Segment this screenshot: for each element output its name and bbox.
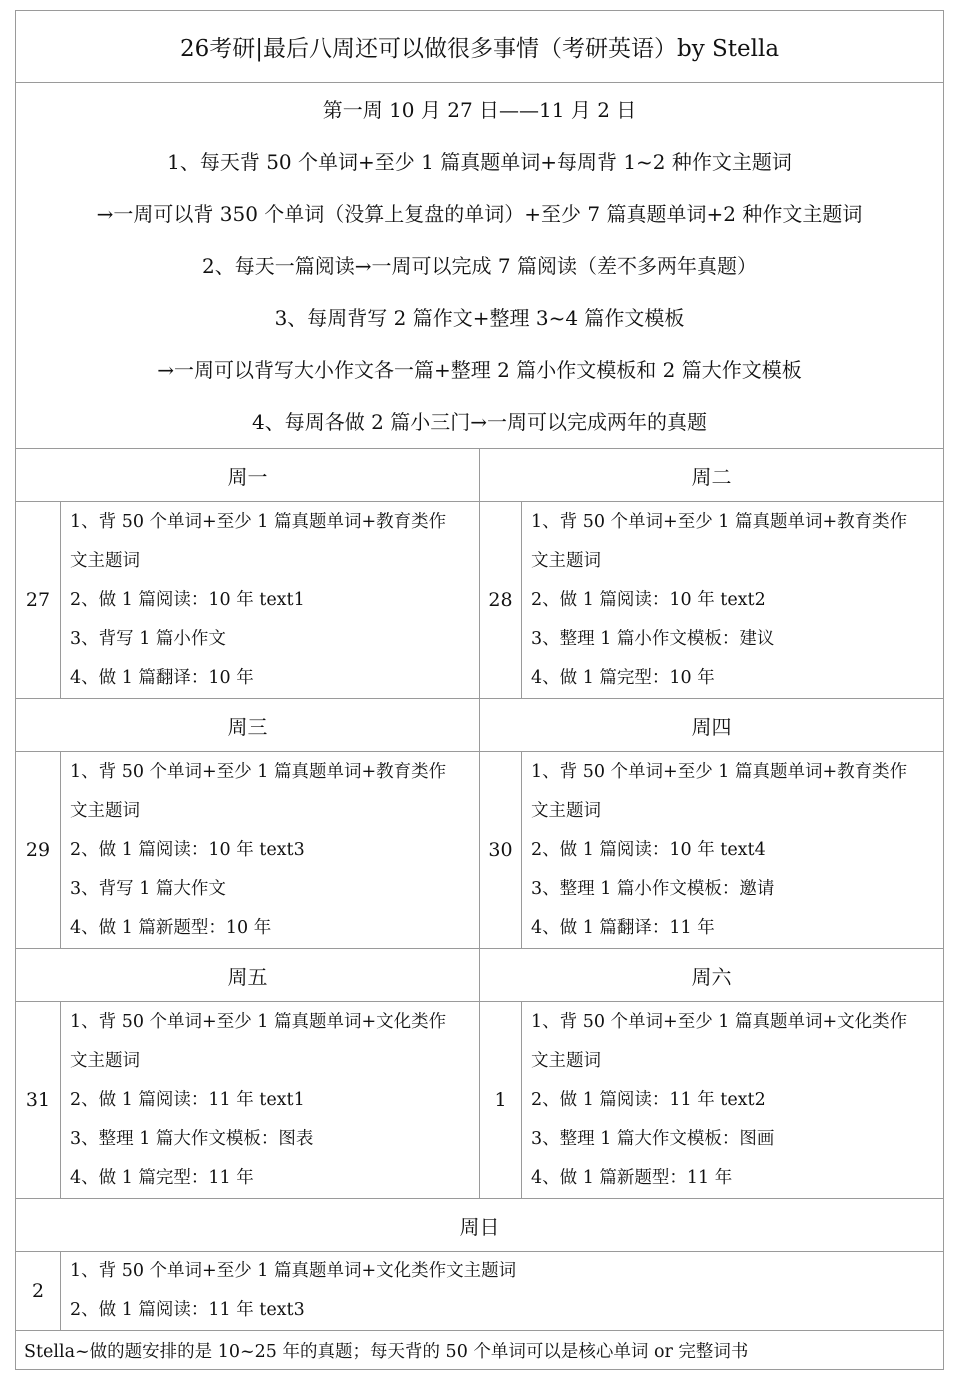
task-line: 3、整理 1 篇大作文模板：图表 xyxy=(70,1128,314,1149)
date-number: 30 xyxy=(480,752,522,949)
task-line: 2、做 1 篇阅读：11 年 text3 xyxy=(70,1300,305,1320)
day-tasks xyxy=(61,752,480,949)
date-number: 1 xyxy=(480,1002,522,1199)
weekday-header: 周二 xyxy=(480,449,944,502)
day-tasks xyxy=(61,1252,944,1331)
task-line: 2、做 1 篇阅读：10 年 text3 xyxy=(70,839,305,860)
date-number: 2 xyxy=(16,1252,61,1331)
day-tasks xyxy=(522,752,944,949)
task-line: 1、背 50 个单词+至少 1 篇真题单词+文化类作 xyxy=(70,1011,447,1032)
intro-line: 4、每周各做 2 篇小三门→一周可以完成两年的真题 xyxy=(252,409,707,434)
task-line: 1、背 50 个单词+至少 1 篇真题单词+教育类作 xyxy=(531,511,908,532)
study-plan-table xyxy=(15,10,944,1370)
task-line: 2、做 1 篇阅读：10 年 text2 xyxy=(531,589,766,610)
task-line: 1、背 50 个单词+至少 1 篇真题单词+文化类作文主题词 xyxy=(70,1261,517,1281)
intro-line: →一周可以背写大小作文各一篇+整理 2 篇小作文模板和 2 篇大作文模板 xyxy=(157,357,802,382)
weekday-header: 周五 xyxy=(16,949,480,1002)
footer-note: Stella~做的题安排的是 10~25 年的真题；每天背的 50 个单词可以是核心单词 or 完整词书 xyxy=(16,1331,944,1370)
intro-line: 3、每周背写 2 篇作文+整理 3~4 篇作文模板 xyxy=(274,305,685,330)
task-line: 1、背 50 个单词+至少 1 篇真题单词+教育类作 xyxy=(531,761,908,782)
task-line: 1、背 50 个单词+至少 1 篇真题单词+教育类作 xyxy=(70,511,447,532)
task-line: 3、整理 1 篇小作文模板：建议 xyxy=(531,628,775,649)
weekday-header: 周四 xyxy=(480,699,944,752)
task-line: 1、背 50 个单词+至少 1 篇真题单词+教育类作 xyxy=(70,761,447,782)
task-line: 3、背写 1 篇大作文 xyxy=(70,878,226,899)
day-tasks xyxy=(61,502,480,699)
task-line: 3、整理 1 篇小作文模板：邀请 xyxy=(531,878,775,899)
task-line: 4、做 1 篇完型：10 年 xyxy=(531,667,715,688)
task-line: 文主题词 xyxy=(70,1050,140,1071)
day-tasks xyxy=(522,502,944,699)
task-line: 文主题词 xyxy=(70,550,140,571)
day-tasks xyxy=(522,1002,944,1199)
task-line: 文主题词 xyxy=(531,1050,601,1071)
task-line: 4、做 1 篇完型：11 年 xyxy=(70,1167,254,1188)
task-line: 2、做 1 篇阅读：11 年 text1 xyxy=(70,1089,305,1110)
task-line: 3、整理 1 篇大作文模板：图画 xyxy=(531,1128,775,1149)
task-line: 文主题词 xyxy=(531,800,601,821)
task-line: 2、做 1 篇阅读：10 年 text1 xyxy=(70,589,305,610)
date-number: 28 xyxy=(480,502,522,699)
weekday-header: 周三 xyxy=(16,699,480,752)
task-line: 2、做 1 篇阅读：10 年 text4 xyxy=(531,839,766,860)
date-number: 31 xyxy=(16,1002,61,1199)
task-line: 文主题词 xyxy=(70,800,140,821)
intro-line: 2、每天一篇阅读→一周可以完成 7 篇阅读（差不多两年真题） xyxy=(202,253,757,278)
intro-section xyxy=(16,83,944,449)
intro-line: →一周可以背 350 个单词（没算上复盘的单词）+至少 7 篇真题单词+2 种作文主题词 xyxy=(96,201,863,226)
document-title: 26考研|最后八周还可以做很多事情（考研英语）by Stella xyxy=(16,11,944,83)
task-line: 4、做 1 篇翻译：11 年 xyxy=(531,917,715,938)
intro-line: 1、每天背 50 个单词+至少 1 篇真题单词+每周背 1~2 种作文主题词 xyxy=(167,149,792,174)
task-line: 3、背写 1 篇小作文 xyxy=(70,628,226,649)
task-line: 1、背 50 个单词+至少 1 篇真题单词+文化类作 xyxy=(531,1011,908,1032)
day-tasks xyxy=(61,1002,480,1199)
weekday-header: 周六 xyxy=(480,949,944,1002)
weekday-header: 周一 xyxy=(16,449,480,502)
task-line: 4、做 1 篇新题型：10 年 xyxy=(70,917,272,938)
task-line: 4、做 1 篇新题型：11 年 xyxy=(531,1167,733,1188)
task-line: 4、做 1 篇翻译：10 年 xyxy=(70,667,254,688)
date-number: 29 xyxy=(16,752,61,949)
task-line: 文主题词 xyxy=(531,550,601,571)
weekday-header: 周日 xyxy=(16,1199,944,1252)
week-range: 第一周 10 月 27 日——11 月 2 日 xyxy=(322,97,637,122)
date-number: 27 xyxy=(16,502,61,699)
task-line: 2、做 1 篇阅读：11 年 text2 xyxy=(531,1089,766,1110)
